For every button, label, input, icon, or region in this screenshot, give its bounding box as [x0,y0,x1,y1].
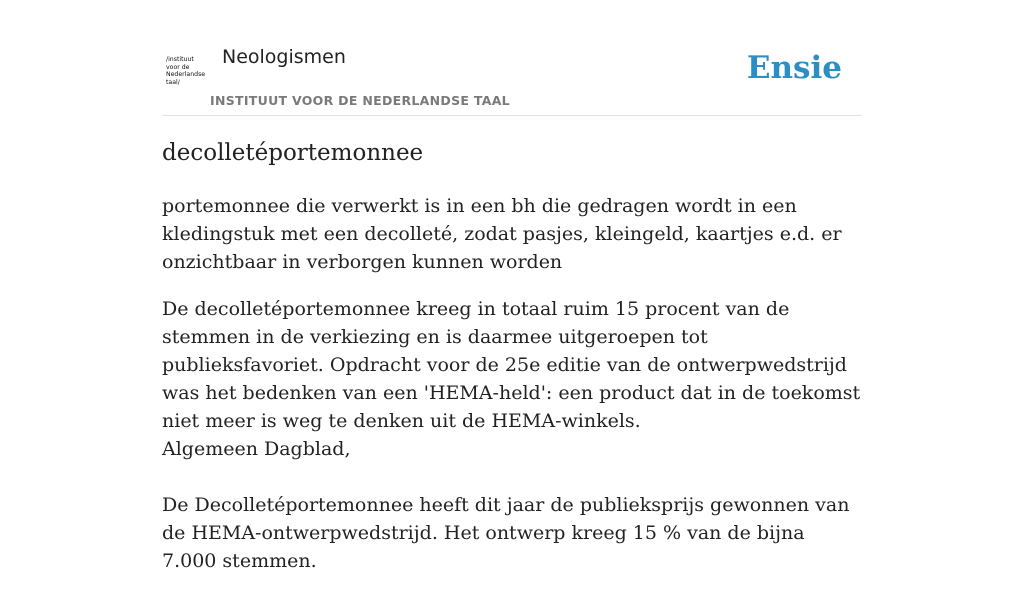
institute-logo[interactable] [166,56,205,86]
logo-line: voor de [166,63,190,71]
entry-definition: portemonnee die verwerkt is in een bh die gedragen wordt in een kledingstuk met een decolleté, zodat pasjes, kleingeld, kaartjes e.d. er onzichtbaar in verborgen kunnen worden [162,195,842,273]
entry-content [162,192,862,594]
site-name-link[interactable]: Neologismen [222,46,346,68]
quote-text: De decolletéportemonnee kreeg in totaal ruim 15 procent van de stemmen in de verkiezing en is daarmee uitgeroepen tot publieksfavoriet. Opdracht voor de 25e editie van de ontwerpwedstrijd was het bedenken van een 'HEMA-held': een product dat in de toekomst niet meer is weg te denken uit de HEMA-winkels. [162,298,861,432]
header-divider [162,115,862,116]
quote-source: Algemeen Dagblad, [162,438,351,460]
logo-line: /instituut [166,56,194,63]
entry-quote [162,295,862,463]
entry-quote-second: De Decolletéportemonnee heeft dit jaar de publieksprijs gewonnen van de HEMA-ontwerpwedstrijd. Het ontwerp kreeg 15 % van de bijna 7.000 stemmen. [162,494,850,572]
entry-headword: decolletéportemonnee [162,140,424,166]
organization-name: INSTITUUT VOOR DE NEDERLANDSE TAAL [210,93,510,108]
ensie-brand-link[interactable]: Ensie [746,50,842,86]
logo-line: Nederlandse [166,71,206,79]
logo-line: taal/ [166,78,180,86]
